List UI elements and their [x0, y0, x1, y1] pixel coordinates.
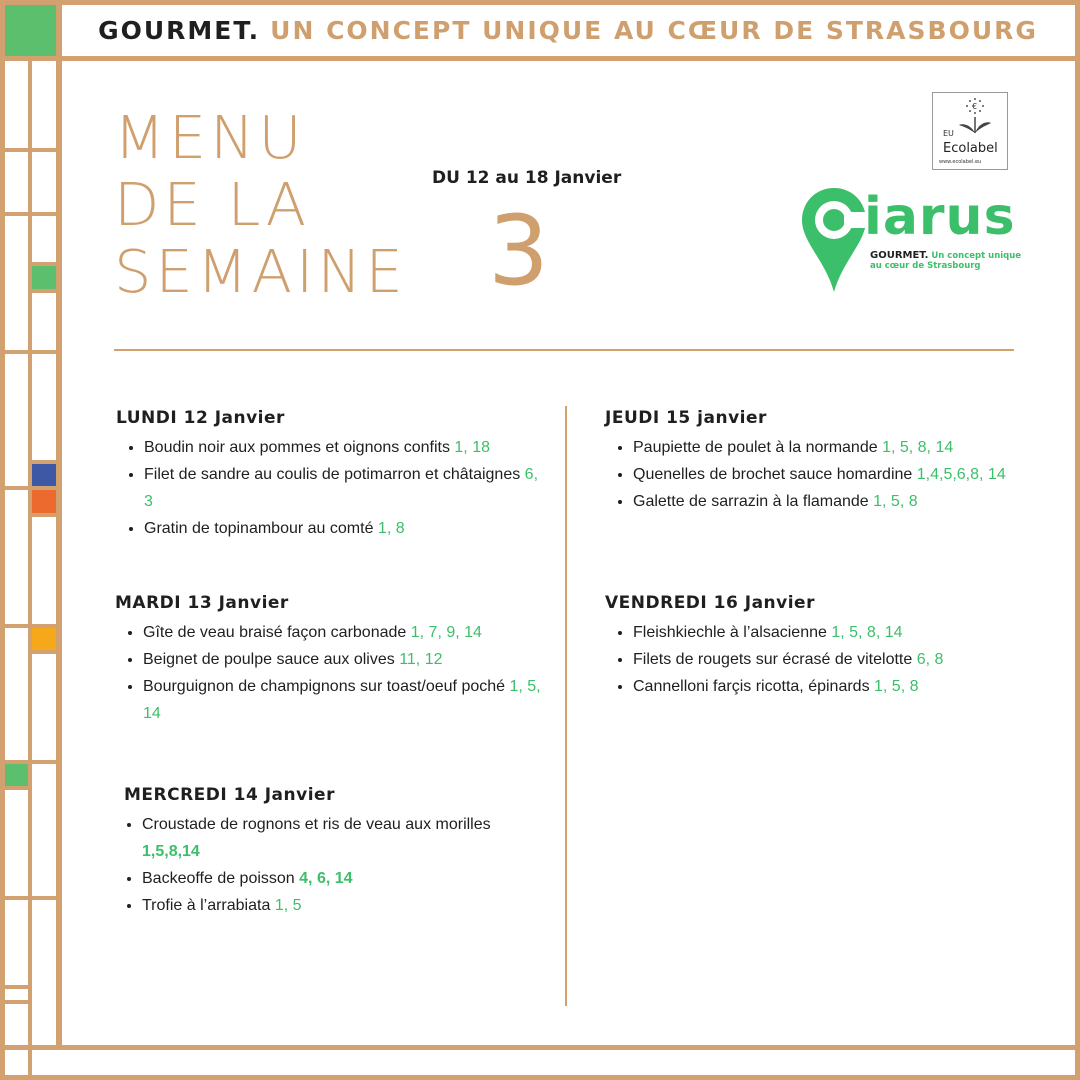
dish-name: Bourguignon de champignons sur toast/oeuf poché [143, 678, 506, 695]
allergen-codes: 1, 5, 8 [874, 678, 919, 695]
color-square-green [5, 764, 28, 786]
ciarus-tagline [870, 251, 1030, 271]
allergen-codes: 1, 18 [454, 439, 490, 456]
allergen-codes: 1, 5 [274, 897, 302, 914]
frame-tick [0, 896, 60, 900]
divider-horizontal [114, 349, 1014, 351]
title-line: SEMAINE [114, 237, 407, 306]
allergen-codes: 11, 12 [399, 651, 443, 668]
title-line: DE LA [114, 170, 311, 239]
frame-right [1075, 0, 1080, 1080]
frame-tick [0, 212, 60, 216]
dish-name: Cannelloni farçis ricotta, épinards [633, 678, 870, 695]
allergen-codes: 1,5,8,14 [142, 843, 200, 860]
header-brand: GOURMET. [98, 15, 261, 45]
frame-inner-left-a [28, 56, 32, 1080]
title-line: MENU [114, 103, 306, 172]
frame-tick [0, 1000, 32, 1004]
allergen-codes: 6, 8 [916, 651, 944, 668]
frame-tick [28, 650, 60, 654]
frame-bottom-1 [0, 1045, 1080, 1050]
day-monday [116, 408, 546, 542]
allergen-codes: 1, 8 [377, 520, 405, 537]
menu-item [144, 515, 546, 542]
dish-name: Backeoffe de poisson [142, 870, 295, 887]
color-square-yellow [32, 628, 56, 650]
frame-header-bottom [0, 56, 1080, 61]
ecolabel-badge [932, 92, 1008, 170]
header-tagline: UN CONCEPT UNIQUE AU CŒUR DE STRASBOURG [270, 15, 1038, 45]
ciarus-wordmark: iarus [864, 187, 1016, 247]
dish-name: Beignet de poulpe sauce aux olives [143, 651, 395, 668]
ecolabel-name: Ecolabel [943, 141, 998, 156]
frame-inner-left-b [56, 0, 62, 1050]
dish-name: Paupiette de poulet à la normande [633, 439, 878, 456]
menu-item [144, 434, 546, 461]
color-square-green [32, 266, 56, 289]
dish-name: Croustade de rognons et ris de veau aux morilles [142, 816, 491, 833]
allergen-codes: 1,4,5,6,8, 14 [916, 466, 1006, 483]
color-square-blue [32, 464, 56, 486]
day-friday [605, 593, 1025, 700]
day-wednesday [124, 785, 544, 919]
allergen-codes: 6, 3 [144, 466, 539, 510]
frame-tick [0, 148, 60, 152]
menu-item [633, 434, 1023, 461]
menu-item [142, 865, 544, 892]
menu-item [143, 619, 545, 646]
svg-text:€: € [972, 102, 978, 111]
color-square-orange [32, 490, 56, 513]
menu-item [633, 461, 1023, 488]
frame-tick [0, 985, 32, 989]
ecolabel-eu: EU [943, 129, 954, 138]
dish-name: Filet de sandre au coulis de potimarron et châtaignes [144, 466, 521, 483]
allergen-codes: 1, 5, 8, 14 [882, 439, 954, 456]
dish-name: Gratin de topinambour au comté [144, 520, 374, 537]
frame-tick [0, 350, 60, 354]
menu-item [144, 461, 546, 515]
allergen-codes: 4, 6, 14 [299, 870, 353, 887]
ecolabel-url: www.ecolabel.eu [939, 159, 982, 165]
allergen-codes: 1, 7, 9, 14 [410, 624, 482, 641]
frame-bottom-2 [0, 1075, 1080, 1080]
week-number: 3 [488, 195, 550, 307]
frame-tick [0, 786, 32, 790]
menu-item [633, 488, 1023, 515]
menu-item [143, 673, 545, 727]
menu-item [142, 892, 544, 919]
page-title [114, 104, 407, 305]
menu-item [633, 646, 1025, 673]
menu-item [142, 811, 544, 865]
divider-vertical [565, 406, 567, 1006]
day-title: MARDI 13 Janvier [115, 593, 289, 613]
menu-item [633, 619, 1025, 646]
ciarus-brand: GOURMET. [870, 250, 929, 261]
day-tuesday [115, 593, 545, 727]
day-title: JEUDI 15 janvier [605, 408, 767, 428]
header-banner [62, 4, 1074, 56]
ciarus-tagline-1: Un concept unique [931, 251, 1022, 261]
ciarus-tagline-2: au cœur de Strasbourg [870, 261, 981, 271]
frame-left [0, 0, 5, 1080]
menu-item [633, 673, 1025, 700]
frame-tick [28, 289, 60, 293]
day-title: MERCREDI 14 Janvier [124, 785, 335, 805]
allergen-codes: 1, 5, 8 [873, 493, 918, 510]
allergen-codes: 1, 5, 14 [143, 678, 541, 722]
menu-item [143, 646, 545, 673]
dish-name: Gîte de veau braisé façon carbonade [143, 624, 407, 641]
day-title: LUNDI 12 Janvier [116, 408, 285, 428]
dish-name: Filets de rougets sur écrasé de vitelotte [633, 651, 913, 668]
allergen-codes: 1, 5, 8, 14 [831, 624, 903, 641]
dish-name: Fleishkiechle à l’alsacienne [633, 624, 827, 641]
dish-name: Trofie à l’arrabiata [142, 897, 271, 914]
dish-name: Galette de sarrazin à la flamande [633, 493, 869, 510]
day-thursday [605, 408, 1023, 515]
date-range: DU 12 au 18 Janvier [432, 168, 622, 188]
color-square-green [5, 5, 56, 56]
dish-name: Boudin noir aux pommes et oignons confits [144, 439, 450, 456]
day-title: VENDREDI 16 Janvier [605, 593, 815, 613]
frame-tick [28, 513, 60, 517]
dish-name: Quenelles de brochet sauce homardine [633, 466, 913, 483]
